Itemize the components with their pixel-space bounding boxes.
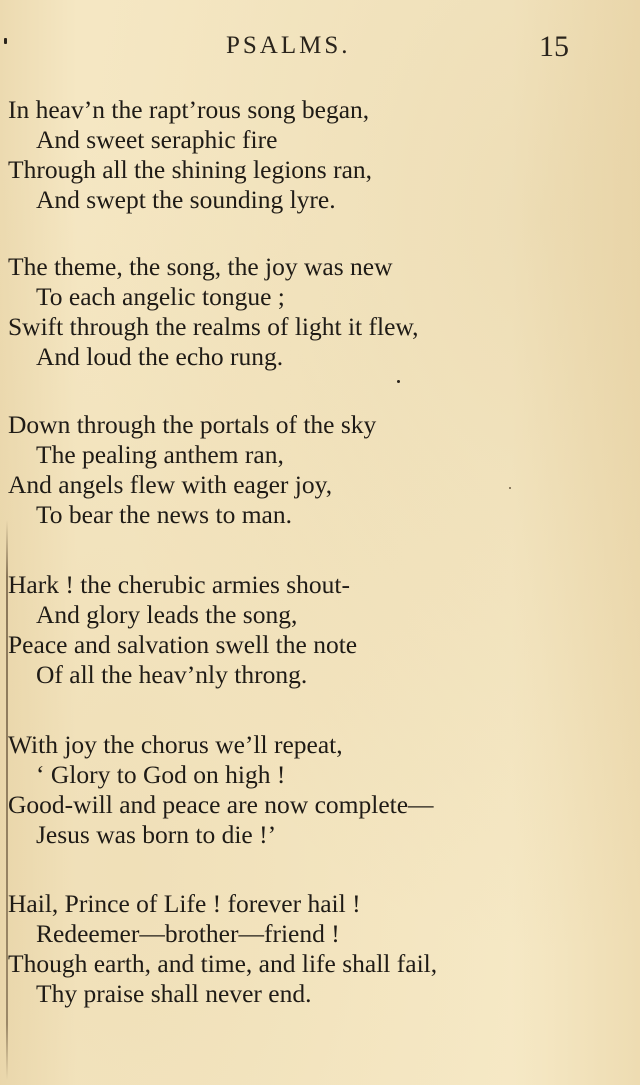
stanza-1 <box>8 95 628 215</box>
verse-line: The pealing anthem ran, <box>36 440 284 469</box>
verse-line: And swept the sounding lyre. <box>36 185 336 214</box>
verse-line: The theme, the song, the joy was new <box>8 252 393 281</box>
page-number: 15 <box>539 30 569 63</box>
verse-line: And sweet seraphic fire <box>36 125 278 154</box>
verse-line: Thy praise shall never end. <box>36 979 312 1008</box>
verse-line: Peace and salvation swell the note <box>8 630 358 659</box>
verse-line: Swift through the realms of light it flew, <box>8 312 419 341</box>
stanza-3 <box>8 410 628 530</box>
verse-line: Good-will and peace are now complete— <box>8 790 434 819</box>
verse-line: And glory leads the song, <box>36 600 298 629</box>
verse-line: Jesus was born to die !’ <box>36 820 277 849</box>
verse-line: Of all the heav’nly throng. <box>36 660 308 689</box>
verse-line: To each angelic tongue ; <box>36 282 285 311</box>
stanza-2 <box>8 252 628 372</box>
page-header <box>0 30 640 70</box>
ink-speck <box>397 380 400 383</box>
verse-line: Through all the shining legions ran, <box>8 155 373 184</box>
stanza-6 <box>8 889 628 1009</box>
verse-line: Down through the portals of the sky <box>8 410 377 439</box>
verse-line: And angels flew with eager joy, <box>8 470 333 499</box>
stanza-5 <box>8 730 628 850</box>
verse-line: In heav’n the rapt’rous song began, <box>8 95 370 124</box>
verse-line: To bear the news to man. <box>36 500 292 529</box>
stanza-4 <box>8 570 628 690</box>
verse-line: Hark ! the cherubic armies shout- <box>8 570 350 599</box>
verse-line: Redeemer—brother—friend ! <box>36 919 340 948</box>
verse-line: With joy the chorus we’ll repeat, <box>8 730 343 759</box>
verse-line: Though earth, and time, and life shall fail, <box>8 949 438 978</box>
verse-line: And loud the echo rung. <box>36 342 284 371</box>
verse-line: ‘ Glory to God on high ! <box>36 760 286 789</box>
running-head: PSALMS. <box>226 32 351 59</box>
verse-line: Hail, Prince of Life ! forever hail ! <box>8 889 361 918</box>
